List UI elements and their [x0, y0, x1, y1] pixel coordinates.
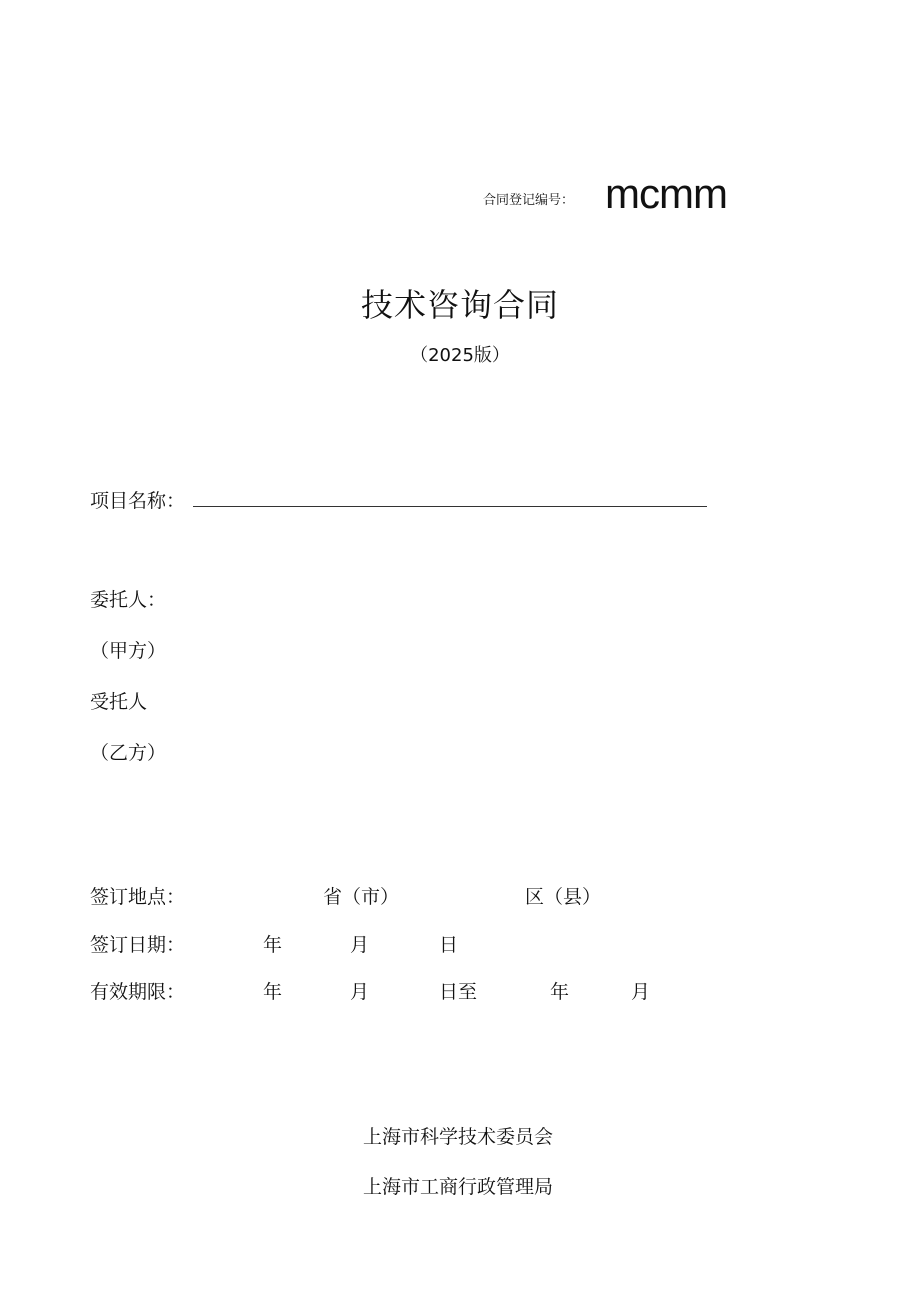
- document-version: （2025版）: [410, 345, 510, 366]
- signing-date-day: 日: [439, 934, 459, 956]
- issuer-commerce-bureau: 上海市工商行政管理局: [362, 1176, 553, 1198]
- validity-end-year: 年: [550, 981, 570, 1003]
- document-title: 技术咨询合同: [360, 286, 559, 324]
- validity-start-day-to: 日至: [439, 981, 478, 1003]
- client-label: 委托人：: [90, 589, 167, 611]
- issuer-science-commission: 上海市科学技术委员会: [362, 1126, 553, 1148]
- validity-label: 有效期限：: [90, 981, 186, 1003]
- registration-number-value[interactable]: mcmm: [605, 170, 727, 217]
- consultant-party-b-label: （乙方）: [90, 742, 167, 764]
- signing-date-year: 年: [263, 934, 283, 956]
- project-name-label: 项目名称：: [90, 490, 186, 512]
- registration-number-label: 合同登记编号：: [483, 193, 575, 208]
- signing-place-district: 区（县）: [525, 886, 602, 908]
- validity-end-month: 月: [631, 981, 651, 1003]
- validity-start-month: 月: [350, 981, 370, 1003]
- signing-date-month: 月: [350, 934, 370, 956]
- signing-place-label: 签订地点：: [90, 886, 186, 908]
- signing-date-label: 签订日期：: [90, 934, 186, 956]
- consultant-label: 受托人: [90, 691, 148, 713]
- signing-place-province: 省（市）: [323, 886, 400, 908]
- validity-start-year: 年: [263, 981, 283, 1003]
- client-party-a-label: （甲方）: [90, 640, 167, 662]
- project-name-field[interactable]: [193, 506, 707, 507]
